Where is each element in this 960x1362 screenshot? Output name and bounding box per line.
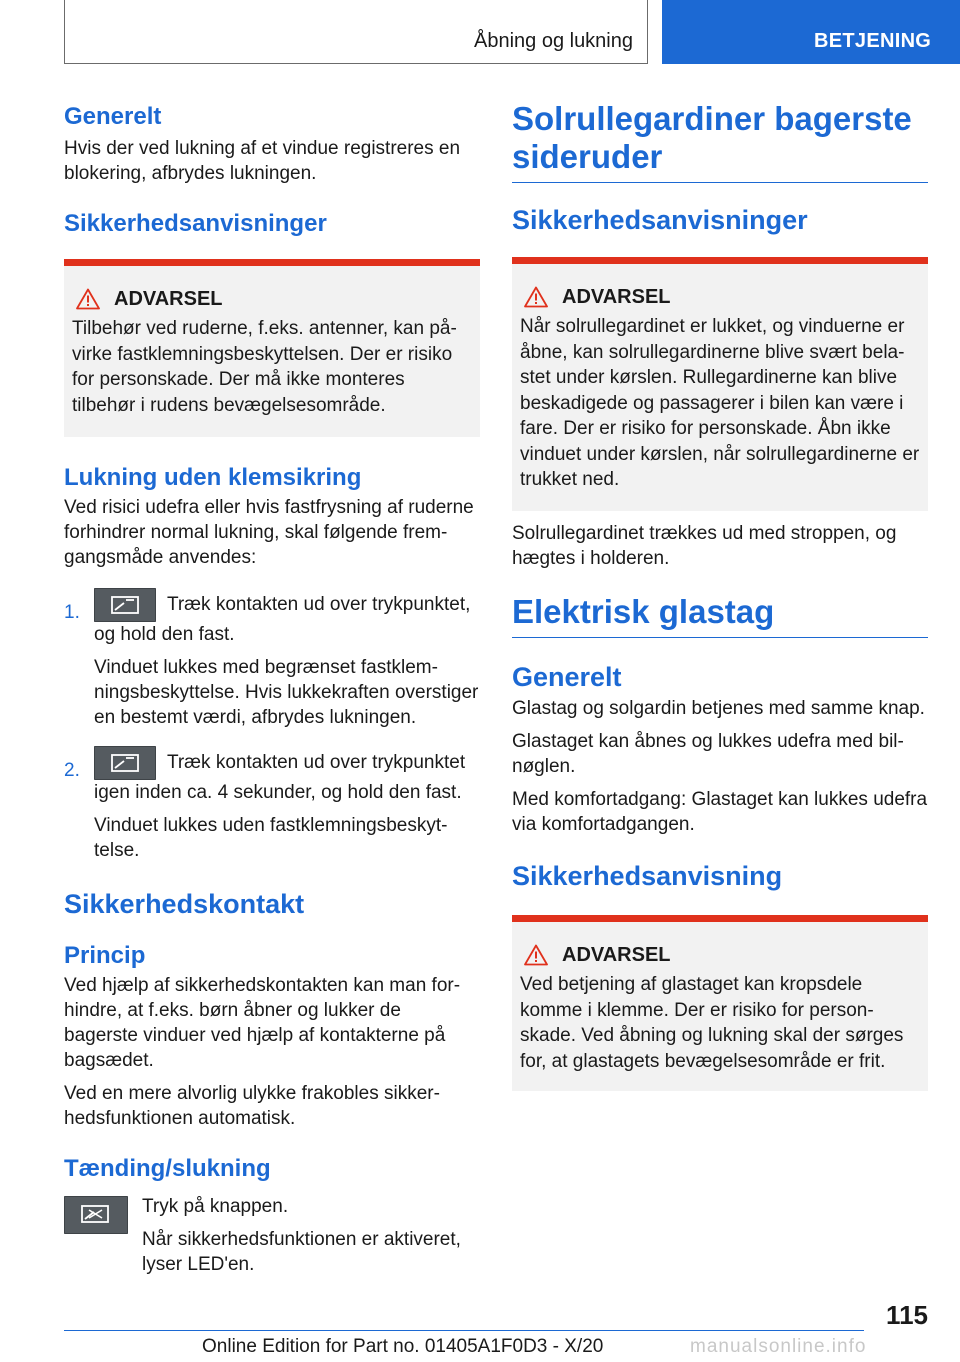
warning-label: ADVARSEL — [562, 286, 671, 308]
generelt-text: Hvis der ved lukning af et vindue registreres en blokering, afbrydes lukningen. — [64, 138, 461, 184]
window-switch-icon — [94, 588, 156, 622]
footer-rule — [64, 1330, 864, 1331]
heading-sikkerhedsanvisninger-2: Sikkerhedsanvisninger — [512, 205, 808, 235]
taending-text-1: Tryk på knappen. — [142, 1196, 289, 1217]
warning-text: Tilbehør ved ruderne, f.eks. antenner, kan påvirke fastklemningsbeskyttelsen. Der er risiko for personskade. Der må ikke monteres tilbehør i rudens bevægelsesområde. — [72, 318, 457, 416]
heading-generelt-2: Generelt — [512, 662, 622, 692]
window-switch-icon — [94, 746, 156, 780]
page-number: 115 — [886, 1300, 928, 1330]
left-column — [64, 100, 480, 1277]
step-number: 1. — [64, 602, 80, 623]
warning-triangle-icon — [524, 944, 548, 966]
step-text: Træk kontakten ud over trykpunktet igen inden ca. 4 sekunder, og hold den fast. — [94, 752, 466, 803]
watermark: manualsonline.info — [690, 1336, 867, 1357]
warning-text: Når solrullegardinet er lukket, og vinduerne er åbne, kan solrullegardinerne blive svært belastet under kørslen. Rullegardinerne kan blive beskadigede og passagerer i bilen kan være i fare. Der er risiko for personskade. Åbn ikke vinduet under kørslen, når solrullegardinerne er trukket ned. — [520, 316, 920, 490]
heading-solrullegardiner: Solrullegardiner bagerste sideruder — [512, 100, 928, 183]
warning-text: Ved betjening af glastaget kan kropsdele komme i klemme. Der er risiko for personskade. Ved åbning og lukning skal der sørges for, at glastagets bevægelsesområde er frit. — [520, 974, 904, 1072]
lukning-text: Ved risici udefra eller hvis fastfrysning af ruderne forhindrer normal lukning, skal følgende fremgangsmåde anvendes: — [64, 497, 474, 568]
warning-box — [512, 915, 928, 1091]
heading-princip: Princip — [64, 942, 146, 969]
header-section-box — [64, 0, 648, 64]
warning-box — [64, 259, 480, 437]
princip-text-2: Ved en mere alvorlig ulykke frakobles sikkerhedsfunktionen automatisk. — [64, 1083, 440, 1129]
heading-taending-slukning: Tænding/slukning — [64, 1155, 271, 1182]
warning-triangle-icon — [524, 286, 548, 308]
glastag-text-3: Med komfortadgang: Glastaget kan lukkes udefra via komfortadgangen. — [512, 789, 928, 835]
step-2 — [64, 746, 480, 863]
step-text: Træk kontakten ud over trykpunktet, og hold den fast. — [94, 594, 471, 645]
header-section-title: Åbning og lukning — [473, 30, 633, 52]
safety-switch-icon — [64, 1196, 128, 1234]
glastag-text-2: Glastaget kan åbnes og lukkes udefra med bilnøglen. — [512, 731, 904, 777]
footer-edition: Online Edition for Part no. 01405A1F0D3 - X/20 — [202, 1336, 604, 1357]
heading-sikkerhedskontakt: Sikkerhedskontakt — [64, 889, 305, 919]
step-1 — [64, 588, 480, 730]
heading-elektrisk-glastag: Elektrisk glastag — [512, 593, 928, 638]
step-subtext: Vinduet lukkes uden fastklemningsbeskyttelse. — [94, 815, 448, 861]
heading-lukning-uden-klemsikring: Lukning uden klemsikring — [64, 464, 362, 491]
heading-sikkerhedsanvisning: Sikkerhedsanvisning — [512, 861, 783, 891]
warning-triangle-icon — [76, 288, 100, 310]
warning-box — [512, 257, 928, 511]
taending-block — [64, 1194, 480, 1277]
step-subtext: Vinduet lukkes med begrænset fastklemningsbeskyttelse. Hvis lukkekraften overstiger en bestemt værdi, afbrydes lukningen. — [94, 657, 479, 728]
header-chapter-tab: BETJENING — [662, 0, 960, 64]
heading-generelt: Generelt — [64, 103, 162, 130]
warning-label: ADVARSEL — [114, 288, 223, 310]
sol-text: Solrullegardinet trækkes ud med stroppen, og hægtes i holderen. — [512, 523, 897, 569]
right-column — [512, 100, 928, 1091]
warning-label: ADVARSEL — [562, 944, 671, 966]
step-number: 2. — [64, 760, 80, 781]
princip-text-1: Ved hjælp af sikkerhedskontakten kan man forhindre, at f.eks. børn åbner og lukker de bagerste vinduer ved hjælp af kontakterne på bagsædet. — [64, 975, 461, 1071]
glastag-text-1: Glastag og solgardin betjenes med samme knap. — [512, 698, 925, 719]
taending-text-2: Når sikkerhedsfunktionen er aktiveret, lyser LED'en. — [142, 1229, 461, 1275]
heading-sikkerhedsanvisninger: Sikkerhedsanvisninger — [64, 210, 327, 237]
